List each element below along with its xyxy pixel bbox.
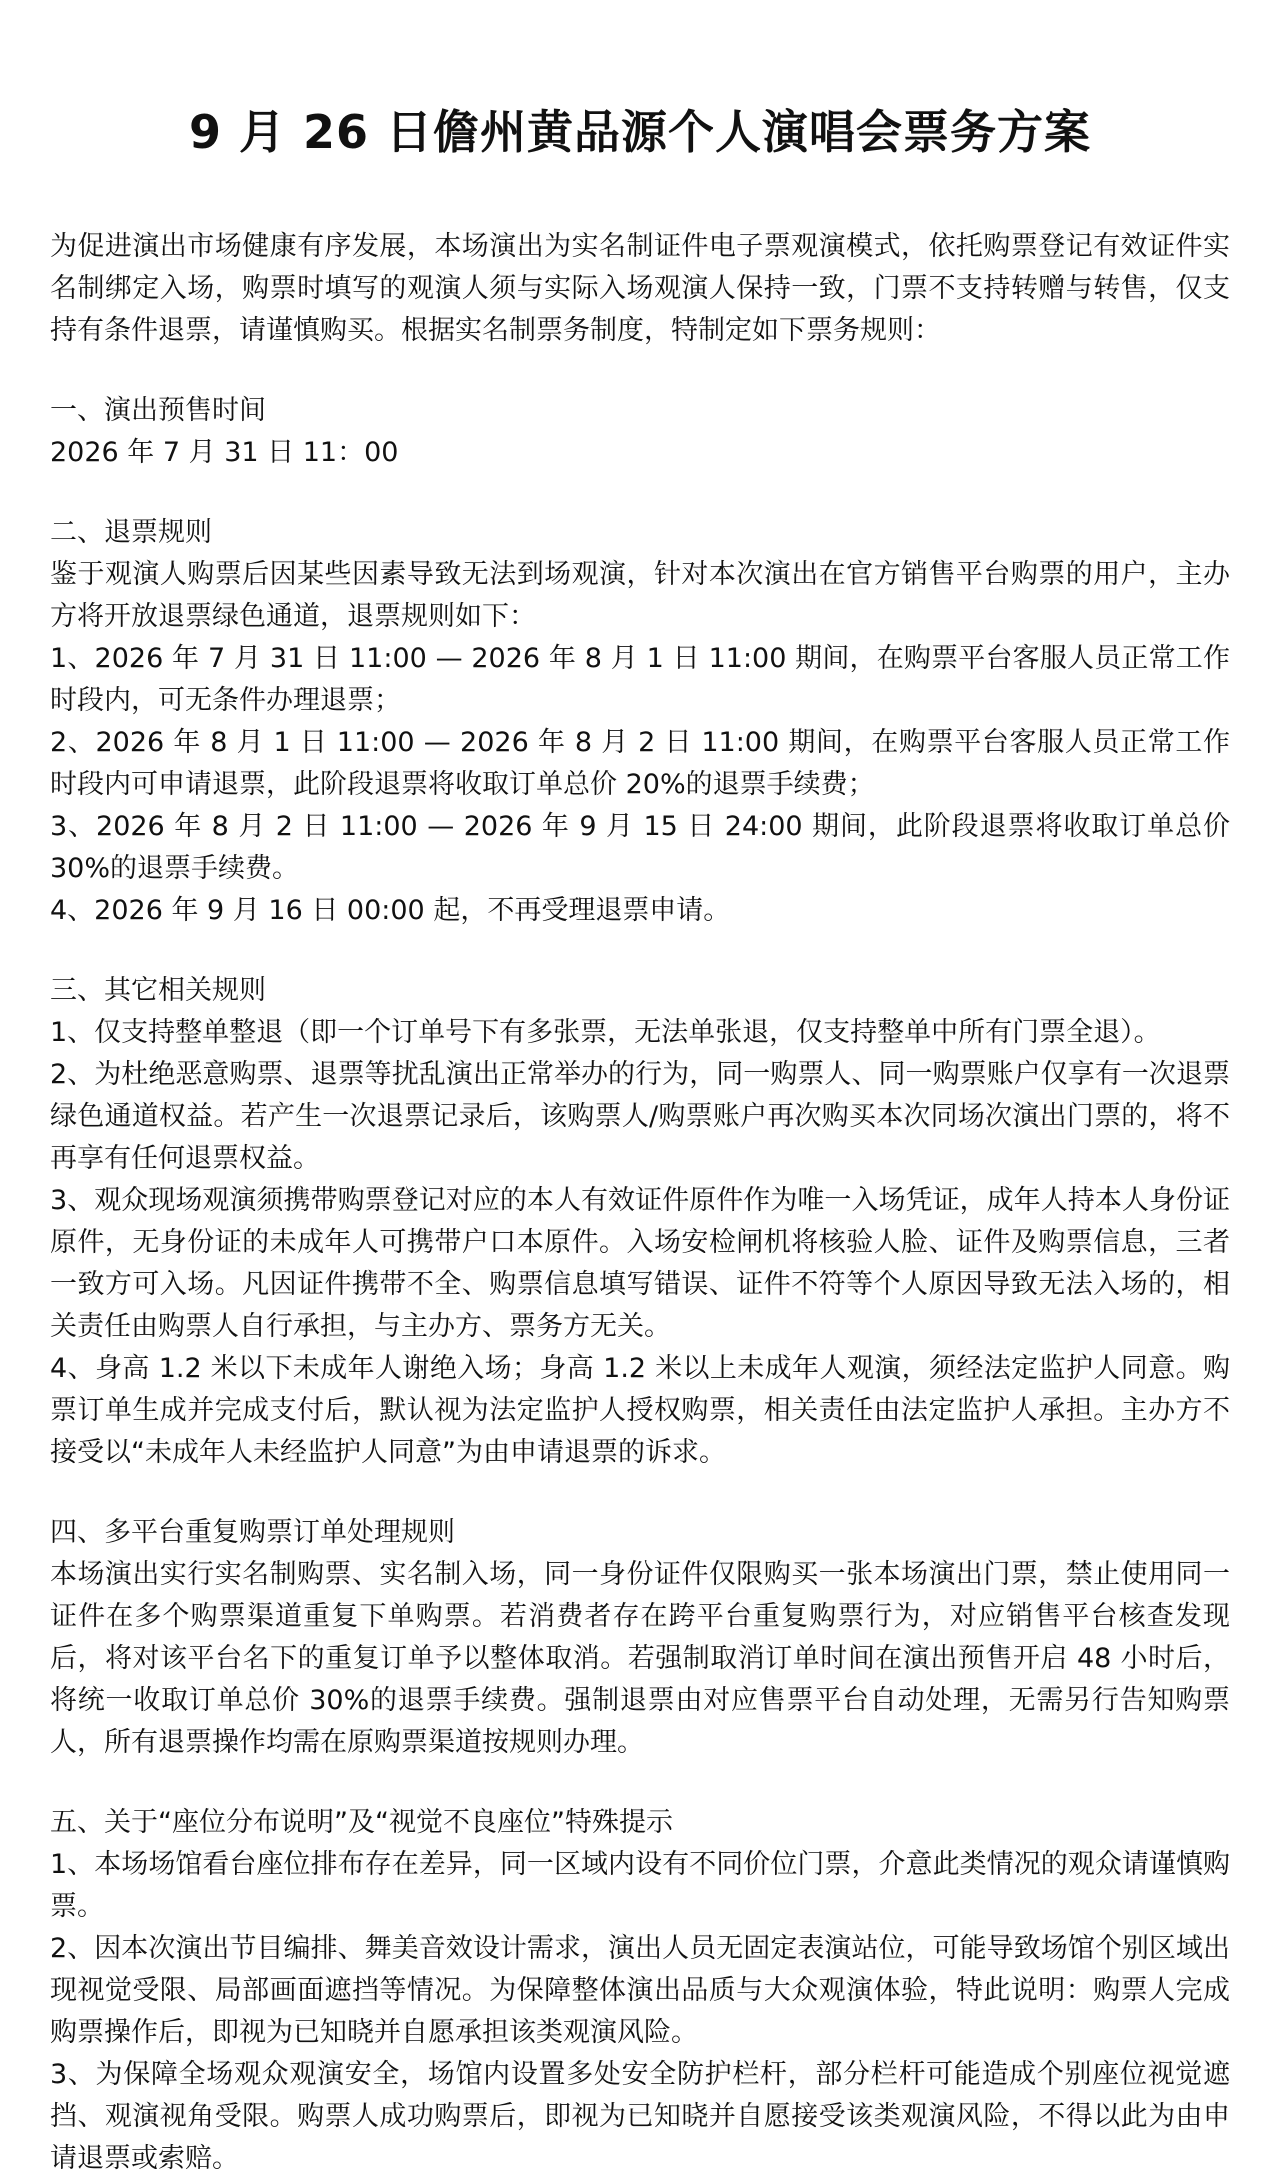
section-paragraph: 4、2026 年 9 月 16 日 00:00 起，不再受理退票申请。 [50,895,731,926]
section-heading: 四、多平台重复购票订单处理规则 [50,1517,455,1548]
section-duplicate-orders [50,1512,1230,1764]
section-heading: 一、演出预售时间 [50,395,266,426]
section-paragraph: 2026 年 7 月 31 日 11：00 [50,437,399,468]
section-paragraph: 3、2026 年 8 月 2 日 11:00 — 2026 年 9 月 15 日 24:00 期间，此阶段退票将收取订单总价 30%的退票手续费。 [50,811,1230,884]
section-presale-time [50,390,1230,474]
section-paragraph: 鉴于观演人购票后因某些因素导致无法到场观演，针对本次演出在官方销售平台购票的用户，主办方将开放退票绿色通道，退票规则如下： [50,559,1230,632]
section-paragraph: 2、为杜绝恶意购票、退票等扰乱演出正常举办的行为，同一购票人、同一购票账户仅享有一次退票绿色通道权益。若产生一次退票记录后，该购票人/购票账户再次购买本次同场次演出门票的，将不再享有任何退票权益。 [50,1059,1230,1174]
section-paragraph: 2、2026 年 8 月 1 日 11:00 — 2026 年 8 月 2 日 11:00 期间，在购票平台客服人员正常工作时段内可申请退票，此阶段退票将收取订单总价 20%的退票手续费； [50,727,1230,800]
section-paragraph: 1、本场场馆看台座位排布存在差异，同一区域内设有不同价位门票，介意此类情况的观众请谨慎购票。 [50,1849,1230,1922]
section-refund-rules [50,512,1230,932]
section-heading: 二、退票规则 [50,517,212,548]
section-paragraph: 2、因本次演出节目编排、舞美音效设计需求，演出人员无固定表演站位，可能导致场馆个别区域出现视觉受限、局部画面遮挡等情况。为保障整体演出品质与大众观演体验，特此说明：购票人完成购票操作后，即视为已知晓并自愿承担该类观演风险。 [50,1933,1230,2048]
section-seating-notice [50,1802,1230,2180]
intro-paragraph: 为促进演出市场健康有序发展，本场演出为实名制证件电子票观演模式，依托购票登记有效证件实名制绑定入场，购票时填写的观演人须与实际入场观演人保持一致，门票不支持转赠与转售，仅支持有条件退票，请谨慎购买。根据实名制票务制度，特制定如下票务规则： [50,231,1230,346]
section-other-rules [50,970,1230,1474]
section-paragraph: 3、观众现场观演须携带购票登记对应的本人有效证件原件作为唯一入场凭证，成年人持本人身份证原件，无身份证的未成年人可携带户口本原件。入场安检闸机将核验人脸、证件及购票信息，三者一致方可入场。凡因证件携带不全、购票信息填写错误、证件不符等个人原因导致无法入场的，相关责任由购票人自行承担，与主办方、票务方无关。 [50,1185,1230,1342]
document-title: 9 月 26 日儋州黄品源个人演唱会票务方案 [188,105,1092,159]
section-paragraph: 1、仅支持整单整退（即一个订单号下有多张票，无法单张退，仅支持整单中所有门票全退）。 [50,1017,1161,1048]
section-paragraph: 1、2026 年 7 月 31 日 11:00 — 2026 年 8 月 1 日 11:00 期间，在购票平台客服人员正常工作时段内，可无条件办理退票； [50,643,1230,716]
document-page [50,0,1230,2180]
section-paragraph: 4、身高 1.2 米以下未成年人谢绝入场；身高 1.2 米以上未成年人观演，须经法定监护人同意。购票订单生成并完成支付后，默认视为法定监护人授权购票，相关责任由法定监护人承担。主办方不接受以“未成年人未经监护人同意”为由申请退票的诉求。 [50,1353,1230,1468]
section-paragraph: 本场演出实行实名制购票、实名制入场，同一身份证件仅限购买一张本场演出门票，禁止使用同一证件在多个购票渠道重复下单购票。若消费者存在跨平台重复购票行为，对应销售平台核查发现后，将对该平台名下的重复订单予以整体取消。若强制取消订单时间在演出预售开启 48 小时后，将统一收取订单总价 30%的退票手续费。强制退票由对应售票平台自动处理，无需另行告知购票人，所有退票操作均需在原购票渠道按规则办理。 [50,1559,1230,1758]
section-heading: 三、其它相关规则 [50,975,266,1006]
section-paragraph: 3、为保障全场观众观演安全，场馆内设置多处安全防护栏杆，部分栏杆可能造成个别座位视觉遮挡、观演视角受限。购票人成功购票后，即视为已知晓并自愿接受该类观演风险，不得以此为由申请退票或索赔。 [50,2059,1230,2174]
section-heading: 五、关于“座位分布说明”及“视觉不良座位”特殊提示 [50,1807,673,1838]
